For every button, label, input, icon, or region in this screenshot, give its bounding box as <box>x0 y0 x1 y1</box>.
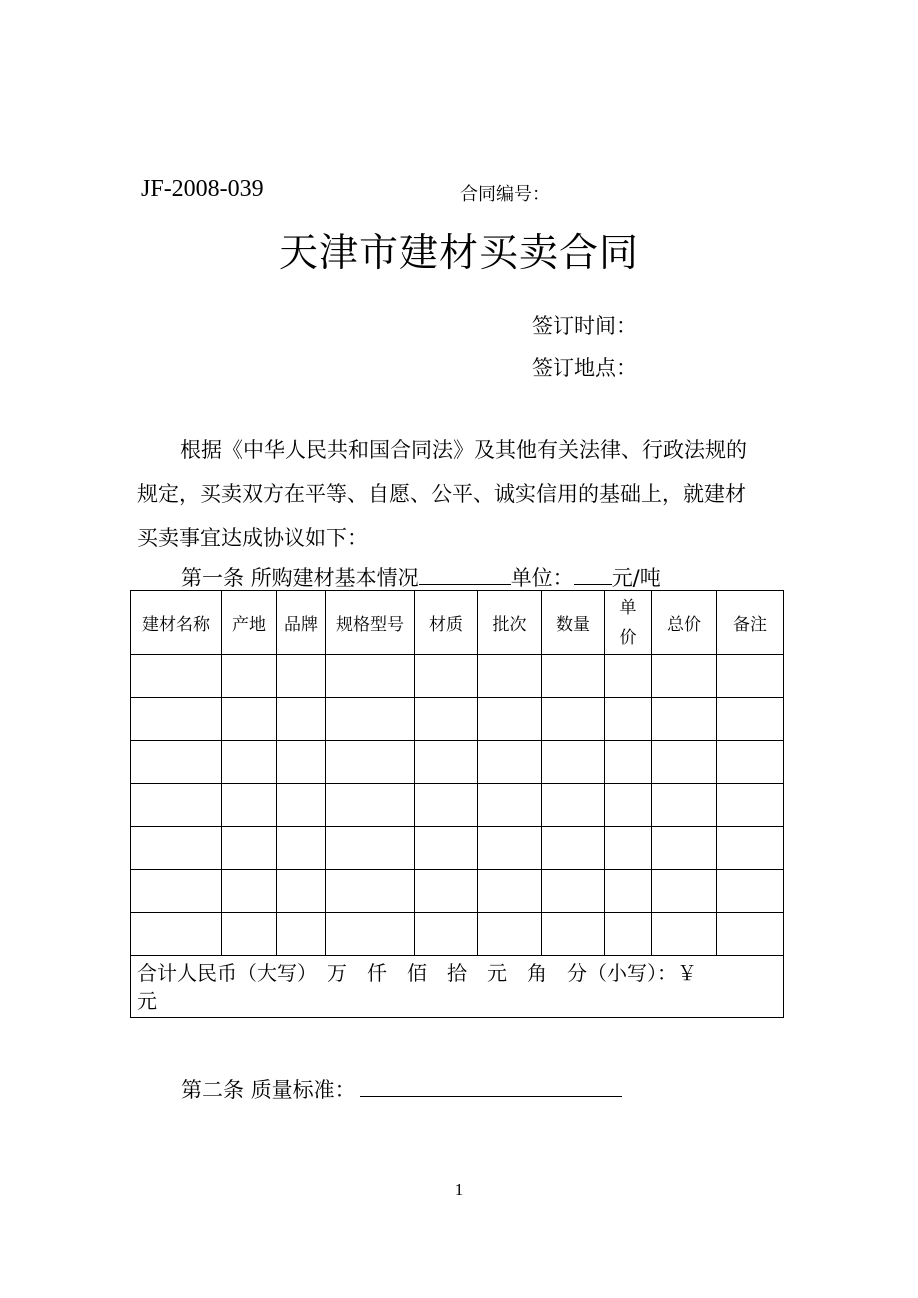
page-number: 1 <box>454 1180 464 1199</box>
col-header-batch: 批次 <box>478 591 542 655</box>
table-cell <box>605 913 652 956</box>
table-header-row <box>131 591 784 655</box>
table-cell <box>415 698 478 741</box>
col-header-brand: 品牌 <box>277 591 326 655</box>
intro-line-1: 根据《中华人民共和国合同法》及其他有关法律、行政法规的 <box>180 438 747 462</box>
table-cell <box>652 870 717 913</box>
table-row <box>131 784 784 827</box>
table-cell <box>478 784 542 827</box>
table-cell <box>326 870 415 913</box>
table-cell <box>605 827 652 870</box>
document-code: JF-2008-039 <box>141 176 264 202</box>
article-1-heading <box>181 562 661 592</box>
table-row <box>131 655 784 698</box>
table-cell <box>605 741 652 784</box>
table-cell <box>277 870 326 913</box>
table-cell <box>652 784 717 827</box>
table-cell <box>131 741 222 784</box>
table-cell <box>605 870 652 913</box>
table-cell <box>131 913 222 956</box>
article-2-heading <box>181 1074 622 1104</box>
table-cell <box>542 913 605 956</box>
table-cell <box>326 655 415 698</box>
article-1-label: 第一条 <box>181 566 244 590</box>
table-cell <box>415 655 478 698</box>
unit-price-char-1: 单 <box>619 597 637 618</box>
table-row <box>131 827 784 870</box>
table-cell <box>326 827 415 870</box>
col-header-unit-price <box>605 591 652 655</box>
unit-label: 单位： <box>510 566 574 590</box>
table-cell <box>277 784 326 827</box>
table-cell <box>717 784 784 827</box>
table-cell <box>131 870 222 913</box>
intro-line-2: 规定，买卖双方在平等、自愿、公平、诚实信用的基础上，就建材 <box>137 482 746 506</box>
contract-number-label: 合同编号： <box>460 184 550 205</box>
col-header-total-price: 总价 <box>652 591 717 655</box>
table-cell <box>222 913 277 956</box>
table-cell <box>222 655 277 698</box>
table-cell <box>415 741 478 784</box>
table-cell <box>131 784 222 827</box>
table-cell <box>326 913 415 956</box>
table-cell <box>478 655 542 698</box>
table-cell <box>542 698 605 741</box>
table-cell <box>277 698 326 741</box>
table-cell <box>277 827 326 870</box>
table-cell <box>652 827 717 870</box>
col-header-material: 材质 <box>415 591 478 655</box>
article-2-text: 质量标准： <box>250 1078 356 1102</box>
table-cell <box>326 698 415 741</box>
table-cell <box>131 827 222 870</box>
article-1-blank <box>419 564 511 585</box>
table-cell <box>717 827 784 870</box>
table-cell <box>717 698 784 741</box>
table-cell <box>717 870 784 913</box>
table-cell <box>222 870 277 913</box>
intro-line-3: 买卖事宜达成协议如下： <box>137 526 368 550</box>
table-cell <box>652 913 717 956</box>
signing-time-label: 签订时间： <box>532 314 637 338</box>
table-cell <box>478 827 542 870</box>
total-amount-cell: 合计人民币（大写） 万 仟 佰 拾 元 角 分（小写）：￥ 元 <box>131 956 784 1018</box>
table-cell <box>415 784 478 827</box>
table-cell <box>652 698 717 741</box>
unit-value: 元/吨 <box>611 566 661 590</box>
col-header-spec-model: 规格型号 <box>326 591 415 655</box>
table-cell <box>277 913 326 956</box>
signing-place-label: 签订地点： <box>532 356 637 380</box>
table-row <box>131 698 784 741</box>
table-cell <box>542 784 605 827</box>
table-cell <box>605 698 652 741</box>
table-cell <box>717 741 784 784</box>
table-cell <box>222 827 277 870</box>
contract-title: 天津市建材买卖合同 <box>278 231 639 276</box>
table-cell <box>542 870 605 913</box>
table-row <box>131 913 784 956</box>
materials-table <box>130 590 817 1018</box>
table-cell <box>326 784 415 827</box>
table-cell <box>542 655 605 698</box>
table-cell <box>542 741 605 784</box>
unit-price-char-2: 价 <box>619 627 637 648</box>
table-cell <box>222 741 277 784</box>
table-cell <box>717 655 784 698</box>
table-cell <box>652 655 717 698</box>
table-cell <box>277 655 326 698</box>
table-row <box>131 870 784 913</box>
table-cell <box>277 741 326 784</box>
table-cell <box>415 827 478 870</box>
table-cell <box>605 655 652 698</box>
table-cell <box>478 698 542 741</box>
table-cell <box>131 655 222 698</box>
table-cell <box>131 698 222 741</box>
table-cell <box>652 741 717 784</box>
col-header-origin: 产地 <box>222 591 277 655</box>
intro-paragraph <box>137 428 797 560</box>
article-2-label: 第二条 <box>181 1078 244 1102</box>
table-cell <box>415 870 478 913</box>
table-cell <box>542 827 605 870</box>
table-cell <box>478 870 542 913</box>
table-cell <box>222 784 277 827</box>
table-cell <box>222 698 277 741</box>
table-cell <box>478 741 542 784</box>
table-row <box>131 741 784 784</box>
table-cell <box>415 913 478 956</box>
col-header-remarks: 备注 <box>717 591 784 655</box>
quality-standard-blank <box>360 1076 622 1097</box>
table-cell <box>326 741 415 784</box>
col-header-quantity: 数量 <box>542 591 605 655</box>
table-cell <box>717 913 784 956</box>
article-1-text: 所购建材基本情况 <box>250 566 419 590</box>
table-cell <box>605 784 652 827</box>
table-cell <box>478 913 542 956</box>
unit-blank <box>574 564 612 585</box>
col-header-material-name: 建材名称 <box>131 591 222 655</box>
total-row <box>131 956 784 1018</box>
